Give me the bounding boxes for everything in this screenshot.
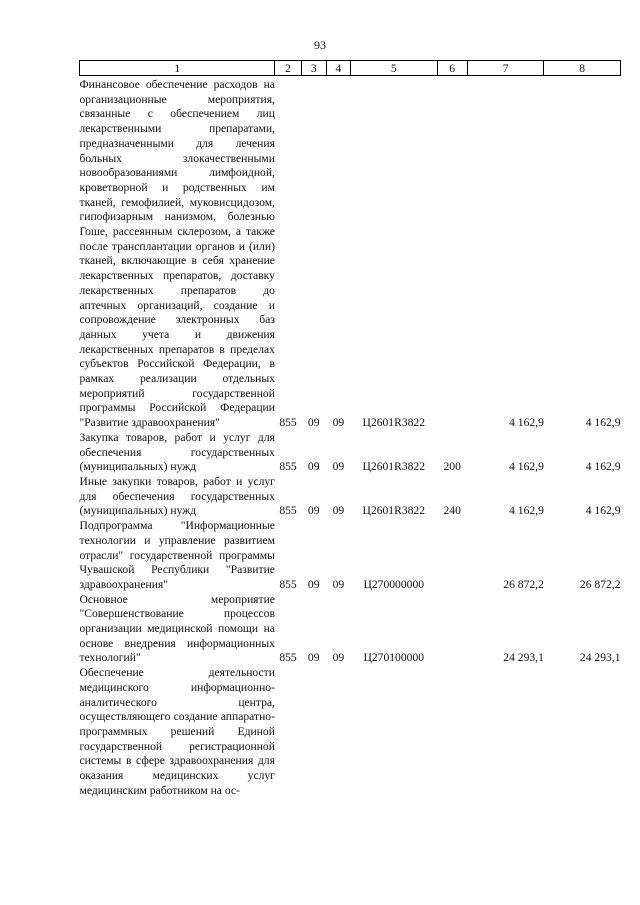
cell-expense-type: 200	[443, 460, 461, 474]
table-row	[80, 475, 621, 519]
column-header: 2	[275, 61, 301, 76]
row-name: Основное мероприятие "Совершенствование процессов организации медицинской помощи на основе внедрения информационных технологий"	[79, 592, 275, 665]
cell-target-code: Ц270100000	[363, 651, 425, 665]
cell-section	[301, 666, 326, 798]
cell-target-code: Ц2601R3822	[362, 416, 426, 430]
column-header: 5	[350, 61, 437, 76]
cell-expense-type: 240	[443, 504, 461, 518]
cell-amount-2: 4 162,9	[585, 460, 621, 474]
cell-amount-1: 4 162,9	[509, 416, 544, 430]
table-row	[80, 519, 621, 593]
cell-admin: 855	[279, 460, 297, 474]
cell-amount-2: 26 872,2	[579, 577, 621, 591]
cell-subsection: 09	[332, 504, 345, 518]
cell-amount-2: 4 162,9	[585, 416, 621, 430]
cell-subsection: 09	[332, 416, 345, 430]
column-header: 1	[80, 61, 275, 76]
cell-amount-2: 24 293,1	[579, 651, 621, 665]
row-name: Закупка товаров, работ и услуг для обеспечения государственных (муниципальных) нужд	[79, 430, 275, 474]
cell-amount-1: 4 162,9	[509, 504, 544, 518]
cell-target-code: Ц2601R3822	[362, 504, 426, 518]
cell-section: 09	[307, 416, 320, 430]
row-name: Финансовое обеспечение расходов на организационные мероприятия, связанные с обеспечением лиц лекарственными препаратами, предназначенными для лечения больных злокачественными новообразованиями лимфоидной, кроветворной и родственных им тканей, гемофилией, муковисцидозом, гипофизарным нанизмом, болезнью Гоше, рассеянным склерозом, а также после трансплантации органов и (или) тканей, включающие в себя хранение лекарственных препаратов, доставку лекарственных препаратов до аптечных организаций, создание и сопровождение электронных баз данных учета и движения лекарственных препаратов в пределах субъектов Российской Федерации, в рамках реализации отдельных мероприятий государственной программы Российской Федерации "Развитие здравоохранения"	[79, 78, 275, 430]
table-row	[80, 78, 621, 431]
page-number: 93	[314, 38, 326, 52]
cell-expense-type	[437, 78, 467, 431]
cell-target-code: Ц2601R3822	[362, 460, 426, 474]
budget-table	[79, 60, 621, 798]
cell-subsection: 09	[332, 577, 345, 591]
cell-amount-1: 4 162,9	[509, 460, 544, 474]
table-row	[80, 666, 621, 798]
table-row	[80, 431, 621, 475]
cell-section: 09	[307, 504, 320, 518]
column-header: 8	[544, 61, 621, 76]
cell-section: 09	[307, 651, 320, 665]
cell-amount-2	[544, 666, 621, 798]
row-name: Обеспечение деятельности медицинского информационно-аналитического центра, осуществляющего создание аппаратно-программных решений Единой государственной регистрационной системы в сфере здравоохранения для оказания медицинских услуг медицинским работником на ос-	[79, 666, 275, 797]
cell-target-code: Ц270000000	[363, 577, 425, 591]
cell-admin: 855	[279, 416, 297, 430]
column-header: 7	[467, 61, 544, 76]
column-header: 6	[437, 61, 467, 76]
cell-expense-type	[437, 593, 467, 667]
cell-subsection: 09	[332, 460, 345, 474]
cell-amount-1: 24 293,1	[503, 651, 544, 665]
cell-subsection: 09	[332, 651, 345, 665]
cell-amount-1	[467, 666, 544, 798]
table-row	[80, 593, 621, 667]
column-header: 4	[326, 61, 350, 76]
cell-amount-1: 26 872,2	[503, 577, 544, 591]
cell-admin: 855	[279, 651, 297, 665]
row-name: Подпрограмма "Информационные технологии и управление развитием отрасли" государственной программы Чувашской Республики "Развитие здравоохранения"	[79, 519, 275, 591]
cell-subsection	[326, 666, 350, 798]
row-name: Иные закупки товаров, работ и услуг для обеспечения государственных (муниципальных) нужд	[79, 474, 275, 518]
header-row	[80, 61, 621, 76]
cell-admin: 855	[279, 504, 297, 518]
cell-amount-2: 4 162,9	[585, 504, 621, 518]
cell-target-code	[350, 666, 437, 798]
cell-admin: 855	[279, 577, 297, 591]
cell-section: 09	[307, 460, 320, 474]
cell-expense-type	[437, 666, 467, 798]
cell-expense-type	[437, 519, 467, 593]
column-header: 3	[301, 61, 326, 76]
cell-admin	[275, 666, 301, 798]
cell-section: 09	[307, 577, 320, 591]
